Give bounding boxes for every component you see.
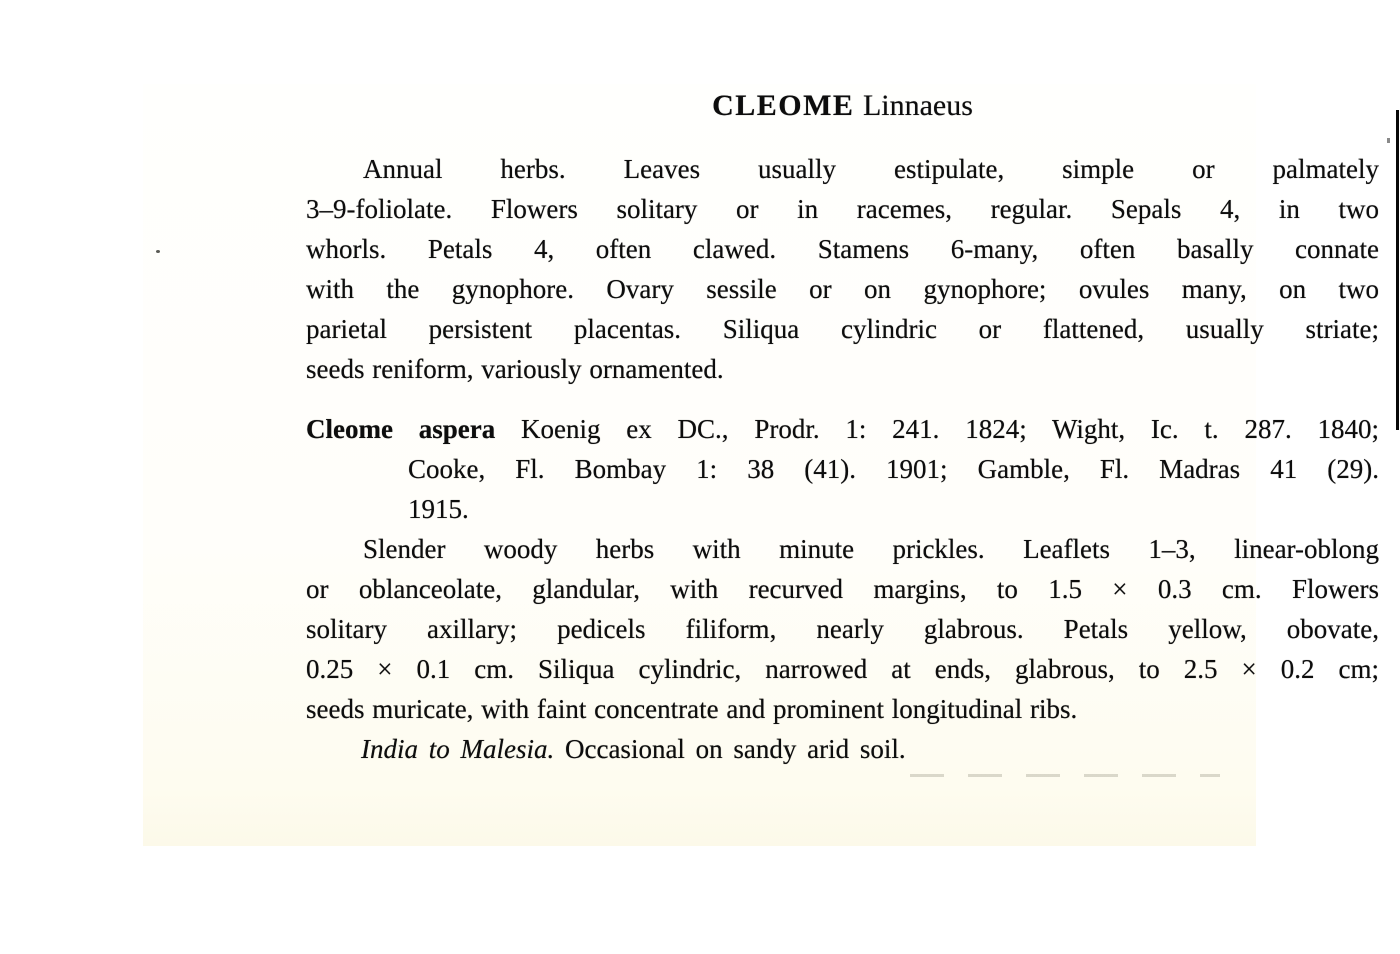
text-line (306, 149, 1379, 189)
text-line (306, 449, 1379, 489)
bold-text: CLEOME (712, 89, 855, 122)
text-segment: Occasional on sandy arid soil. (554, 734, 906, 764)
text-segment: Annual herbs. Leaves usually estipulate, simple or palmately (363, 154, 1379, 184)
scan-artifact-smudge (910, 774, 1220, 777)
text-segment: 0.25 × 0.1 cm. Siliqua cylindric, narrowed at ends, glabrous, to 2.5 × 0.2 cm; (306, 654, 1379, 684)
text-segment: whorls. Petals 4, often clawed. Stamens 6-many, often basally connate (306, 234, 1379, 264)
text-line (306, 409, 1379, 449)
text-line (306, 489, 1379, 529)
text-line (306, 309, 1379, 349)
text-segment: solitary axillary; pedicels filiform, nearly glabrous. Petals yellow, obovate, (306, 614, 1379, 644)
text-line (306, 609, 1379, 649)
text-line (306, 349, 1379, 389)
species-citation-paragraph (306, 409, 1379, 529)
text-segment: seeds reniform, variously ornamented. (306, 354, 724, 384)
distribution-line (306, 729, 1379, 769)
genus-description-paragraph (306, 149, 1379, 389)
text-line (306, 189, 1379, 229)
genus-heading (306, 84, 1379, 128)
text-segment: parietal persistent placentas. Siliqua cylindric or flattened, usually striate; (306, 314, 1379, 344)
text-segment: Linnaeus (854, 89, 973, 122)
scan-artifact-speck (1387, 138, 1390, 143)
scan-artifact-speck-left-margin (156, 250, 160, 253)
italic-text: India to Malesia. (361, 734, 555, 764)
scan-artifact-edge-line (1396, 110, 1399, 430)
text-segment: with the gynophore. Ovary sessile or on gynophore; ovules many, on two (306, 274, 1379, 304)
text-line (306, 229, 1379, 269)
text-segment: seeds muricate, with faint concentrate and prominent longitudinal ribs. (306, 694, 1078, 724)
text-line (306, 569, 1379, 609)
species-description-paragraph (306, 529, 1379, 729)
text-segment: or oblanceolate, glandular, with recurved margins, to 1.5 × 0.3 cm. Flowers (306, 574, 1379, 604)
text-line (306, 84, 1379, 128)
text-line (306, 529, 1379, 569)
text-segment: Koenig ex DC., Prodr. 1: 241. 1824; Wight, Ic. t. 287. 1840; (495, 414, 1379, 444)
text-segment: Cooke, Fl. Bombay 1: 38 (41). 1901; Gamble, Fl. Madras 41 (29). (408, 454, 1379, 484)
text-segment: 3–9-foliolate. Flowers solitary or in racemes, regular. Sepals 4, in two (306, 194, 1379, 224)
text-line (306, 689, 1379, 729)
bold-text: Cleome aspera (306, 414, 496, 444)
text-line (306, 649, 1379, 689)
text-segment: Slender woody herbs with minute prickles. Leaflets 1–3, linear-oblong (363, 534, 1379, 564)
scanned-page (143, 84, 1379, 846)
text-line (306, 269, 1379, 309)
text-column (306, 84, 1379, 769)
text-segment: 1915. (408, 494, 469, 524)
text-line (306, 729, 1379, 769)
